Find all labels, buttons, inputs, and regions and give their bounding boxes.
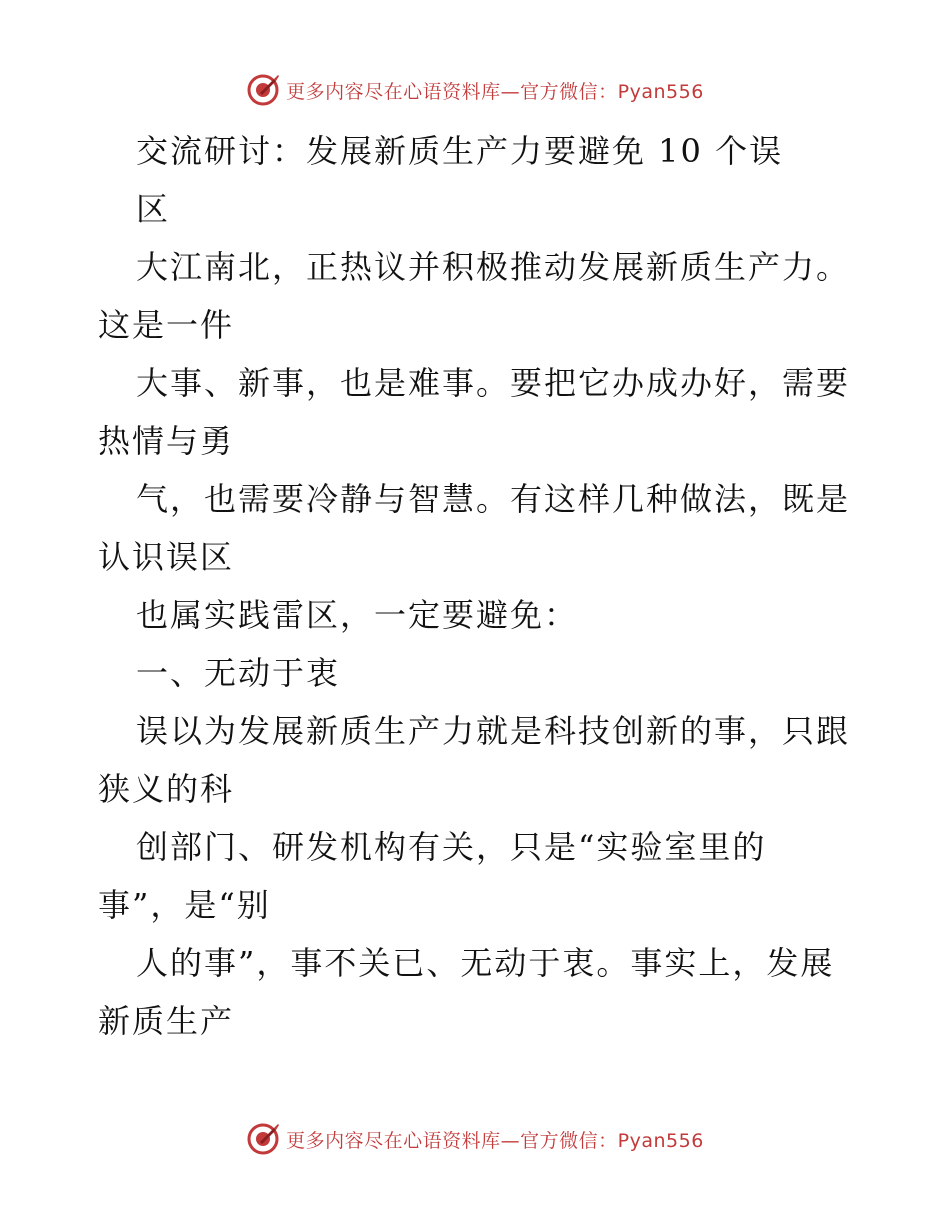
header-banner <box>0 70 950 110</box>
section-heading: 一、无动于衷 <box>136 654 341 692</box>
document-line: 也属实践雷区，一定要避免： <box>136 596 579 634</box>
document-line: 大江南北，正热议并积极推动发展新质生产力。 <box>136 248 851 286</box>
footer-banner-text: 更多内容尽在心语资料库—官方微信：Pyan556 <box>286 1129 704 1152</box>
document-body <box>98 122 858 1050</box>
document-line: 新质生产 <box>98 1002 235 1040</box>
document-line: 交流研讨：发展新质生产力要避免 10 个误 <box>136 132 784 170</box>
document-line: 这是一件 <box>98 306 235 344</box>
document-line: 创部门、研发机构有关，只是“实验室里的 <box>136 828 767 866</box>
document-line: 人的事”，事不关已、无动于衷。事实上，发展 <box>136 944 835 982</box>
pen-nib-logo-icon <box>246 73 280 107</box>
document-line: 气，也需要冷静与智慧。有这样几种做法，既是 <box>136 480 851 518</box>
header-banner-text: 更多内容尽在心语资料库—官方微信：Pyan556 <box>286 80 704 103</box>
document-line: 热情与勇 <box>98 422 235 460</box>
footer-banner <box>0 1119 950 1159</box>
document-line: 事”，是“别 <box>98 886 271 924</box>
document-line: 认识误区 <box>98 538 235 576</box>
document-line: 误以为发展新质生产力就是科技创新的事，只跟 <box>136 712 851 750</box>
document-line: 狭义的科 <box>98 770 235 808</box>
document-line: 大事、新事，也是难事。要把它办成办好，需要 <box>136 364 851 402</box>
document-line: 区 <box>136 190 171 228</box>
pen-nib-logo-icon <box>246 1122 280 1156</box>
